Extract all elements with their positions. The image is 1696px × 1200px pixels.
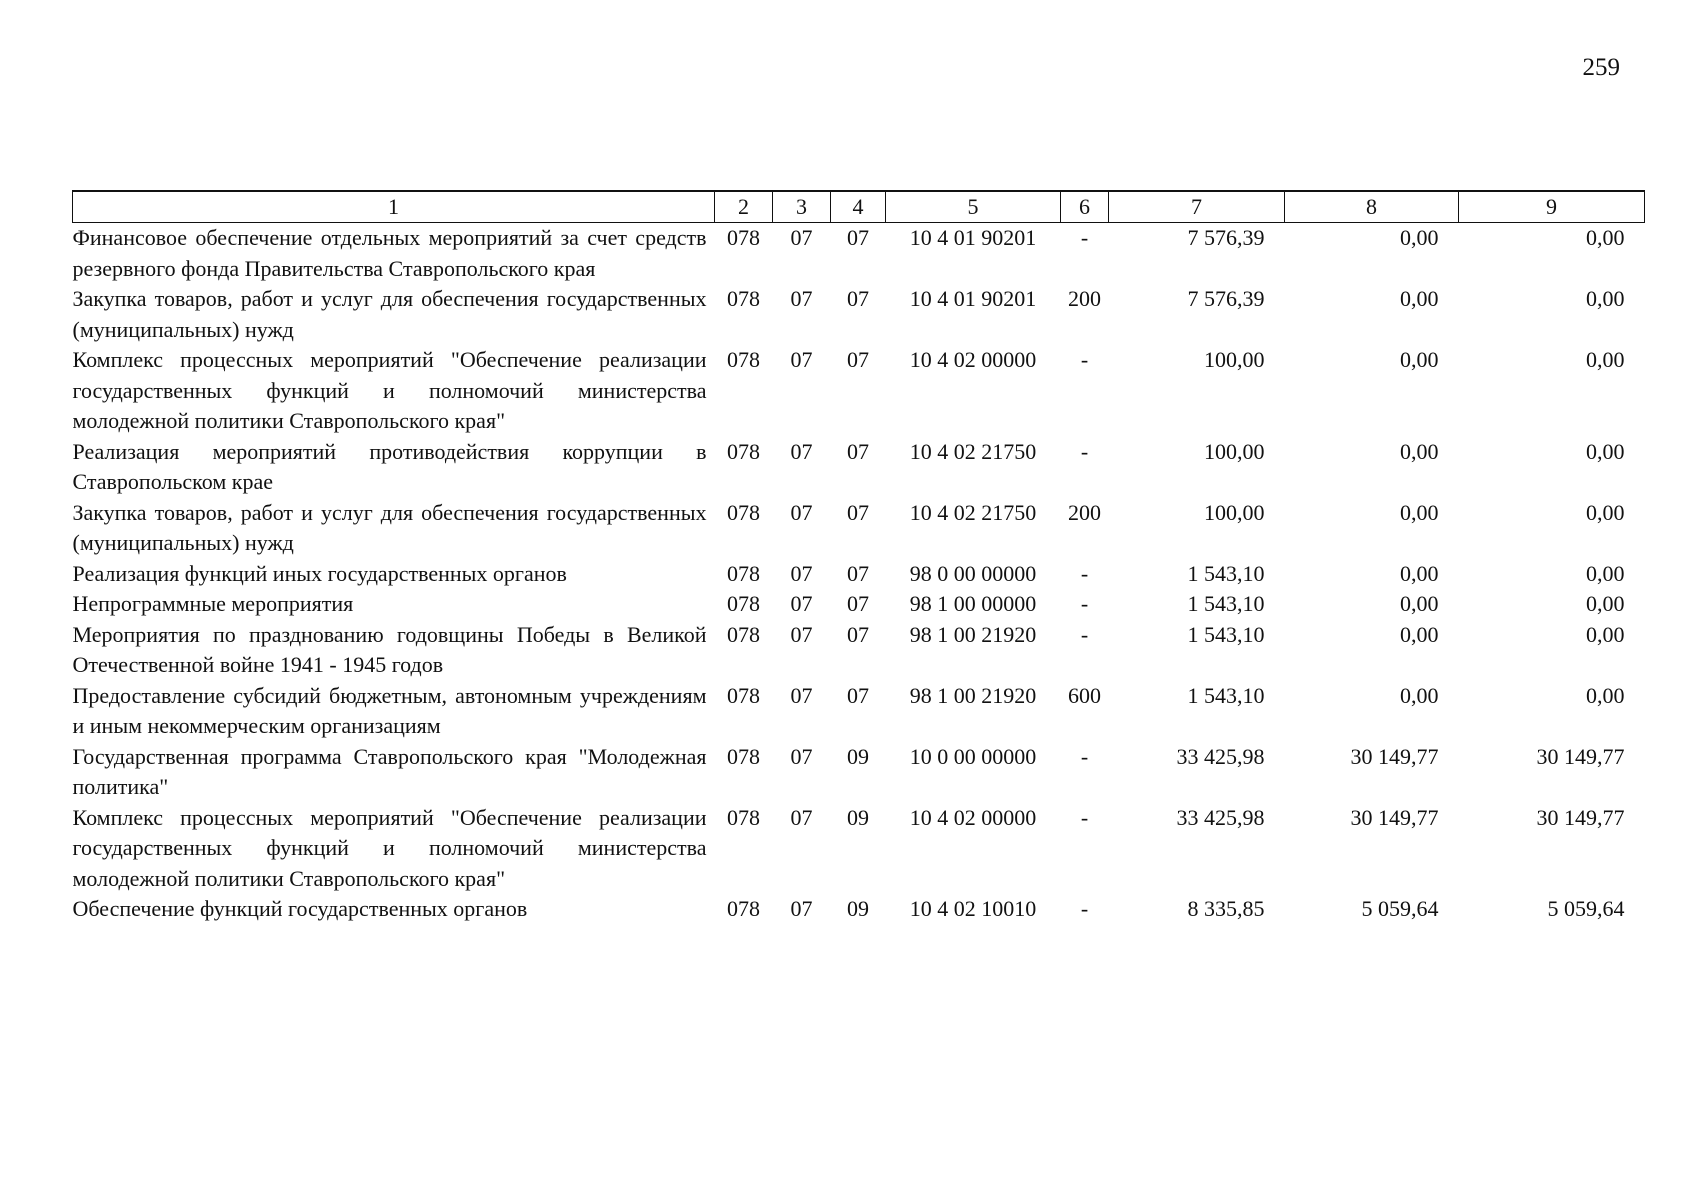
row-description: Государственная программа Ставропольского края "Молодежная политика" — [72, 743, 707, 799]
row-col-8: 0,00 — [1400, 560, 1439, 586]
table-row — [73, 437, 1645, 498]
row-col-2: 078 — [727, 743, 760, 769]
row-col-5: 98 1 00 00000 — [909, 591, 1037, 616]
row-col-7: 1 543,10 — [1187, 682, 1265, 708]
header-col-8: 8 — [1285, 191, 1459, 223]
row-col-6: 200 — [1068, 499, 1101, 525]
header-col-5: 5 — [886, 191, 1061, 223]
row-col-8: 30 149,77 — [1350, 804, 1439, 830]
row-description: Предоставление субсидий бюджетным, автономным учреждениям и иным некоммерческим организациям — [72, 682, 707, 738]
row-col-7: 1 543,10 — [1187, 560, 1265, 586]
table-row — [73, 803, 1645, 895]
header-col-7: 7 — [1109, 191, 1285, 223]
row-col-8: 0,00 — [1400, 591, 1439, 616]
row-col-2: 078 — [727, 682, 760, 708]
row-col-5: 10 4 01 90201 — [909, 286, 1037, 311]
row-col-9: 0,00 — [1586, 499, 1625, 525]
table-row — [73, 894, 1645, 925]
page-number: 259 — [1582, 54, 1620, 81]
row-col-6: 600 — [1068, 682, 1101, 708]
row-description: Непрограммные мероприятия — [72, 591, 354, 616]
row-col-4: 07 — [847, 225, 869, 250]
row-col-4: 07 — [847, 621, 869, 647]
row-col-3: 07 — [790, 438, 813, 464]
row-col-3: 07 — [790, 347, 813, 372]
row-col-5: 10 4 02 00000 — [909, 347, 1037, 372]
header-col-4: 4 — [831, 191, 886, 223]
row-col-3: 07 — [790, 682, 813, 708]
row-col-8: 0,00 — [1400, 225, 1439, 250]
budget-table — [72, 190, 1645, 925]
row-col-5: 10 4 02 10010 — [909, 896, 1037, 921]
row-description: Реализация функций иных государственных органов — [72, 560, 567, 586]
row-col-3: 07 — [790, 225, 813, 250]
header-col-2: 2 — [715, 191, 773, 223]
table-row — [73, 345, 1645, 437]
row-col-5: 98 0 00 00000 — [909, 560, 1037, 586]
table-row — [73, 681, 1645, 742]
table-header — [73, 191, 1645, 223]
row-col-6: - — [1080, 347, 1089, 372]
row-col-4: 07 — [847, 438, 869, 464]
row-col-3: 07 — [790, 591, 813, 616]
row-col-2: 078 — [727, 621, 760, 647]
row-col-7: 100,00 — [1204, 347, 1265, 372]
row-col-6: - — [1080, 560, 1089, 586]
row-col-9: 5 059,64 — [1547, 896, 1625, 921]
row-col-9: 0,00 — [1586, 621, 1625, 647]
header-col-9: 9 — [1459, 191, 1645, 223]
table-row — [73, 559, 1645, 590]
row-col-5: 10 4 01 90201 — [909, 225, 1037, 250]
row-col-8: 0,00 — [1400, 347, 1439, 372]
table-row — [73, 284, 1645, 345]
row-col-8: 30 149,77 — [1350, 743, 1439, 769]
row-col-9: 0,00 — [1586, 591, 1625, 616]
row-col-3: 07 — [790, 621, 813, 647]
row-col-4: 07 — [847, 347, 869, 372]
row-col-5: 10 4 02 21750 — [909, 438, 1037, 464]
row-col-7: 33 425,98 — [1176, 804, 1265, 830]
row-col-7: 7 576,39 — [1187, 286, 1265, 311]
table-row — [73, 742, 1645, 803]
row-col-4: 07 — [847, 591, 869, 616]
row-col-6: - — [1080, 804, 1089, 830]
header-col-1: 1 — [73, 191, 715, 223]
row-col-3: 07 — [790, 499, 813, 525]
row-col-4: 07 — [847, 560, 869, 586]
table-row — [73, 620, 1645, 681]
row-col-3: 07 — [790, 743, 813, 769]
row-col-7: 33 425,98 — [1176, 743, 1265, 769]
row-col-3: 07 — [790, 286, 813, 311]
row-col-6: - — [1080, 743, 1089, 769]
row-col-5: 10 4 02 00000 — [909, 804, 1037, 830]
header-row — [73, 191, 1645, 223]
row-col-4: 09 — [847, 743, 869, 769]
row-col-2: 078 — [727, 438, 760, 464]
row-col-8: 0,00 — [1400, 621, 1439, 647]
row-col-9: 0,00 — [1586, 347, 1625, 372]
row-col-6: - — [1080, 896, 1089, 921]
row-col-8: 0,00 — [1400, 499, 1439, 525]
row-col-5: 10 0 00 00000 — [909, 743, 1037, 769]
row-col-9: 30 149,77 — [1536, 804, 1625, 830]
row-description: Реализация мероприятий противодействия коррупции в Ставропольском крае — [72, 438, 707, 494]
row-col-3: 07 — [790, 896, 813, 921]
row-col-3: 07 — [790, 804, 813, 830]
row-col-9: 0,00 — [1586, 682, 1625, 708]
row-col-3: 07 — [790, 560, 813, 586]
row-col-7: 8 335,85 — [1187, 896, 1265, 921]
row-description: Комплекс процессных мероприятий "Обеспечение реализации государственных функций и полномочий министерства молодежной политики Ставропольского края" — [72, 804, 707, 891]
row-col-7: 7 576,39 — [1187, 225, 1265, 250]
row-col-4: 07 — [847, 499, 869, 525]
header-col-6: 6 — [1061, 191, 1109, 223]
row-col-6: - — [1080, 591, 1089, 616]
row-col-2: 078 — [727, 225, 760, 250]
row-col-6: 200 — [1068, 286, 1101, 311]
row-col-7: 1 543,10 — [1187, 591, 1265, 616]
row-col-5: 98 1 00 21920 — [909, 621, 1037, 647]
row-col-8: 5 059,64 — [1361, 896, 1439, 921]
row-description: Обеспечение функций государственных органов — [72, 896, 528, 921]
row-col-9: 0,00 — [1586, 438, 1625, 464]
row-col-2: 078 — [727, 591, 760, 616]
row-col-4: 09 — [847, 896, 869, 921]
row-col-4: 07 — [847, 286, 869, 311]
budget-table-container — [72, 190, 1644, 925]
row-col-7: 1 543,10 — [1187, 621, 1265, 647]
row-description: Комплекс процессных мероприятий "Обеспечение реализации государственных функций и полномочий министерства молодежной политики Ставропольского края" — [72, 347, 707, 433]
row-col-2: 078 — [727, 347, 760, 372]
table-row — [73, 223, 1645, 285]
row-description: Закупка товаров, работ и услуг для обеспечения государственных (муниципальных) нужд — [72, 286, 707, 342]
row-col-8: 0,00 — [1400, 438, 1439, 464]
row-col-9: 0,00 — [1586, 286, 1625, 311]
row-col-9: 30 149,77 — [1536, 743, 1625, 769]
row-col-5: 10 4 02 21750 — [909, 499, 1037, 525]
row-description: Финансовое обеспечение отдельных мероприятий за счет средств резервного фонда Правительства Ставропольского края — [72, 225, 707, 281]
row-col-4: 07 — [847, 682, 869, 708]
row-description: Мероприятия по празднованию годовщины Победы в Великой Отечественной войне 1941 - 1945 годов — [72, 621, 707, 677]
table-body — [73, 223, 1645, 925]
row-col-2: 078 — [727, 560, 760, 586]
table-row — [73, 589, 1645, 620]
row-col-2: 078 — [727, 499, 760, 525]
row-col-7: 100,00 — [1204, 499, 1265, 525]
row-col-9: 0,00 — [1586, 560, 1625, 586]
row-col-6: - — [1080, 438, 1089, 464]
row-col-6: - — [1080, 225, 1089, 250]
row-col-2: 078 — [727, 896, 760, 921]
row-col-6: - — [1080, 621, 1089, 647]
header-col-3: 3 — [773, 191, 831, 223]
row-col-4: 09 — [847, 804, 869, 830]
row-col-8: 0,00 — [1400, 286, 1439, 311]
row-col-7: 100,00 — [1204, 438, 1265, 464]
row-col-8: 0,00 — [1400, 682, 1439, 708]
row-description: Закупка товаров, работ и услуг для обеспечения государственных (муниципальных) нужд — [72, 499, 707, 555]
row-col-2: 078 — [727, 286, 760, 311]
table-row — [73, 498, 1645, 559]
row-col-5: 98 1 00 21920 — [909, 682, 1037, 708]
row-col-2: 078 — [727, 804, 760, 830]
row-col-9: 0,00 — [1586, 225, 1625, 250]
